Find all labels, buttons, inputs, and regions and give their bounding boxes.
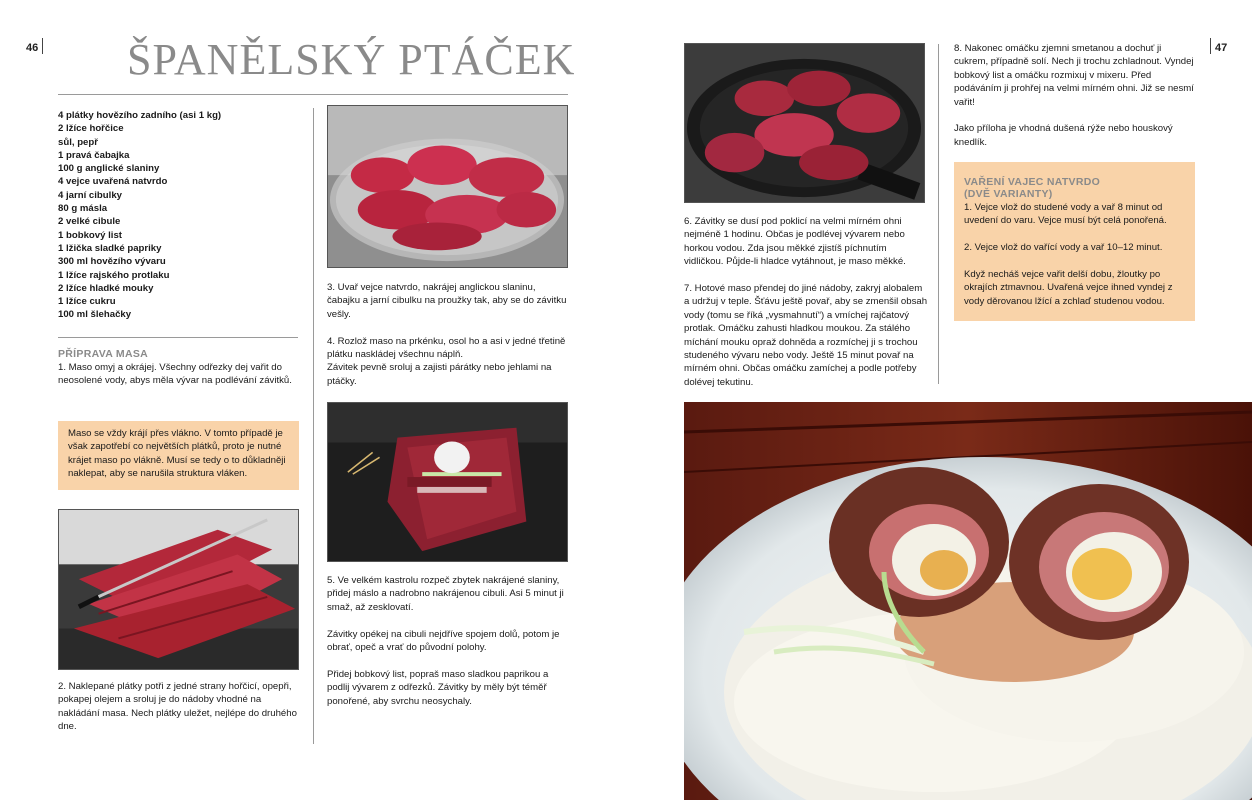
page-number-right: 47 [1215, 42, 1228, 54]
ingredient-item: 2 lžíce hladké mouky [58, 282, 154, 294]
step-5-continued-text: Závitky opékej na cibuli nejdříve spojem dolů, potom je obrať, opeč a vrať do původní polohy. [327, 628, 560, 654]
ingredient-item: 4 vejce uvařená natvrdo [58, 176, 168, 188]
eggs-note: Když necháš vejce vařit delší dobu, žloutky po okrajích ztmavnou. Uvařená vejce ihned vyndej z vody děrovanou lžící a zchlaď studenou vodou. [964, 269, 1173, 307]
recipe-title: ŠPANĚLSKÝ PTÁČEK [127, 35, 576, 84]
photo-sliced-beef [58, 509, 299, 670]
step-5-final-text: Přidej bobkový list, popraš maso sladkou paprikou a podlij vývarem z odřezků. Závitky by měly být téměř ponořené, aby svrchu neosychaly. [327, 668, 549, 707]
side-dish-text: Jako příloha je vhodná dušená rýže nebo houskový knedlík. [954, 123, 1173, 148]
step-4-continued-text: Závitek pevně sroluj a zajisti párátky nebo jehlami na ptáčky. [327, 362, 552, 387]
page-number-rule [42, 38, 43, 54]
tip-box-eggs [954, 162, 1195, 321]
step-6-text: 6. Závitky se dusí pod poklicí na velmi mírném ohni nejméně 1 hodinu. Občas je podlévej vývarem nebo horkou vodou. Zda jsou měkké zjistíš píchnutím vidličkou. Půjde-li hladce vytáhnout, je maso měkké. [684, 216, 906, 268]
section-divider [58, 337, 298, 338]
column-divider [313, 108, 314, 744]
title-divider [58, 94, 568, 95]
step-3-text: 3. Uvař vejce natvrdo, nakrájej anglickou slaninu, čabajku a jarní cibulku na proužky tak, aby se do závitku vešly. [327, 282, 567, 320]
ingredient-item: 4 plátky hovězího zadního (asi 1 kg) [58, 110, 222, 121]
ingredient-item: 1 pravá čabajka [58, 149, 130, 161]
eggs-variant-2: 2. Vejce vlož do vařící vody a vař 10–12 minut. [964, 242, 1163, 254]
step-4-text: 4. Rozlož maso na prkénku, osol ho a asi v jedné třetině plátku naskládej všechnu náplň. [327, 335, 566, 361]
step-8-text: 8. Nakonec omáčku zjemni smetanou a dochuť ji cukrem, případně solí. Nech ji trochu zchladnout. Vyndej bobkový list a omáčku rozmixuj v mixeru. Před podáváním ji prohřej na velmi mírném ohni. Již se nesmí vařit! [954, 43, 1194, 108]
step-7-text: 7. Hotové maso přendej do jiné nádoby, zakryj alobalem a udržuj v teple. Šťávu ještě povař, aby se zmenšil obsah vody (tomu se říká „vysmahnutí“) a vmíchej rajčatový protlak. Omáčku zahusti hladkou moukou. Za stálého míchání mouku opraž dohněda a rozmíchej ji s trochou studeného vývaru nebo vody. Ještě 15 minut povař na mírném ohni. Občas omáčku zamíchej a podle potřeby dolévej tekutinu. [684, 283, 928, 388]
page-number-left: 46 [26, 42, 39, 54]
photo-filling-on-meat [327, 402, 568, 562]
ingredient-item: 300 ml hovězího vývaru [58, 256, 166, 268]
ingredient-item: 2 lžíce hořčice [58, 123, 124, 135]
photo-meat-bowl [327, 105, 568, 268]
ingredient-list [58, 109, 298, 322]
ingredient-item: 2 velké cibule [58, 216, 121, 228]
col2-text-b [327, 574, 569, 708]
ingredient-item: 1 lžíce cukru [58, 296, 116, 308]
ingredient-item: 80 g másla [58, 203, 108, 215]
ingredient-item: 1 lžička sladké papriky [58, 242, 162, 254]
tip-text: Maso se vždy krájí přes vlákno. V tomto případě je však zapotřebí co největších plátků, proto je nutné krájet maso po vlákně. Musí se tedy o to důkladněji naklepat, aby se narušila struktura vláken. [68, 428, 286, 480]
ingredient-item: 4 jarní cibulky [58, 189, 122, 201]
eggs-text [964, 201, 1185, 308]
section-heading-priprava: PŘÍPRAVA MASA [58, 348, 149, 360]
ingredient-item: sůl, pepř [58, 136, 98, 148]
step-1-text: 1. Maso omyj a okrájej. Všechny odřezky dej vařit do neosolené vody, abys měla vývar na podlévání závitků. [58, 362, 292, 387]
ingredient-item: 100 ml šlehačky [58, 309, 132, 321]
col2-text-a [327, 281, 569, 388]
page-number-rule [1210, 38, 1211, 54]
eggs-variant-1: 1. Vejce vlož do studené vody a vař 8 minut od uvedení do varu. Vejce musí být celá ponořená. [964, 202, 1167, 227]
ingredient-item: 100 g anglické slaniny [58, 163, 160, 175]
eggs-subheading: (DVĚ VARIANTY) [964, 188, 1053, 200]
col4-text [954, 42, 1198, 149]
eggs-heading: VAŘENÍ VAJEC NATVRDO [964, 176, 1101, 188]
step-2-text: 2. Naklepané plátky potři z jedné strany hořčicí, opepři, pokapej olejem a sroluj je do nádoby vhodné na nakládání masa. Nech plátky uležet, nejlépe do druhého dne. [58, 681, 297, 733]
photo-rolls-in-pan [684, 43, 925, 203]
step-5-text: 5. Ve velkém kastrolu rozpeč zbytek nakrájené slaniny, přidej máslo a nadrobno nakrájenou cibuli. Asi 5 minut ji smaž, až zesklovatí. [327, 575, 564, 613]
ingredient-item: 1 lžíce rajského protlaku [58, 269, 170, 281]
photo-plated-dish [684, 402, 1252, 800]
ingredient-item: 1 bobkový list [58, 229, 122, 241]
col3-text [684, 215, 928, 389]
column-divider [938, 44, 939, 384]
tip-box-meat [58, 421, 299, 490]
